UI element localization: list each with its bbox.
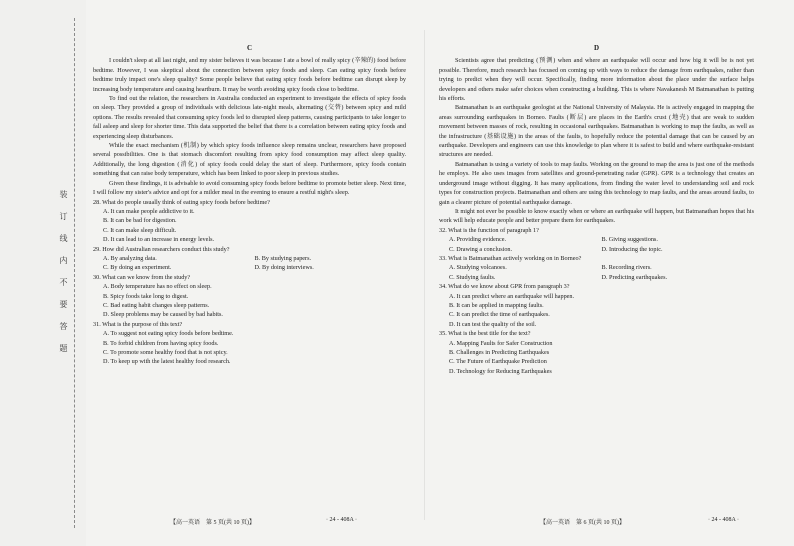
answer-option: C. It can make sleep difficult.	[103, 226, 177, 234]
right-page	[439, 44, 754, 376]
right-page-code: · 24 - 408A ·	[708, 517, 739, 523]
option-row	[439, 245, 754, 254]
answer-option: A. It can make people addictive to it.	[103, 207, 195, 215]
answer-option: B. By studying papers.	[254, 254, 312, 262]
passage-c-paragraph: I couldn't sleep at all last night, and my sister believes it was because I ate a bowl of really spicy (辛辣的) food before bedtime. However, I was skeptical about the connection between spicy foods and sleep. Can eating spicy foods before bedtime truly impact one's sleep quality? Some people believe that eating spicy foods before bedtime can disrupt sleep by increasing body temperature and causing heartburn. It may be worth avoiding spicy foods close to bedtime.	[93, 57, 406, 93]
passage-c-title: C	[246, 44, 253, 52]
answer-option: C. The Future of Earthquake Prediction	[449, 358, 547, 366]
option-row	[439, 263, 754, 272]
answer-option: C. It can predict the time of earthquakes.	[449, 311, 550, 319]
left-page-footer: 【高一英语 第 5 页(共 10 页)】	[170, 520, 255, 526]
answer-option: B. Spicy foods take long to digest.	[103, 292, 189, 300]
question-30	[93, 273, 406, 320]
answer-option: C. Drawing a conclusion.	[449, 245, 513, 253]
answer-option: A. Mapping Faults for Safer Construction	[449, 339, 553, 347]
question-31	[93, 320, 406, 367]
answer-option: D. Predicting earthquakes.	[601, 273, 668, 281]
option-row	[439, 273, 754, 282]
answer-option: B. It can be bad for digestion.	[103, 217, 177, 225]
passage-c-paragraph: To find out the relation, the researchers in Australia conducted an experiment to investigate the effects of spicy foods on sleep. They provided a group of individuals with delicious late-night meals, alternating (交替) between spicy and mild options. The results revealed that consuming spicy foods led to disrupted sleep patterns, causing participants to take longer to fall asleep and sleep for shorter time. This data supported the belief that there is a correlation between eating spicy foods and experiencing sleep disturbances.	[93, 95, 406, 140]
answer-option: D. It can test the quality of the soil.	[449, 320, 537, 328]
question-stem: 35. What is the best title for the text?	[439, 330, 531, 338]
left-page	[93, 44, 406, 367]
answer-option: C. Studying faults.	[449, 273, 496, 281]
answer-option: B. Challenges in Predicting Earthquakes	[449, 349, 550, 356]
binding-dashed-line	[74, 18, 75, 528]
question-stem: 34. What do we know about GPR from paragraph 3?	[439, 283, 570, 291]
question-29	[93, 245, 406, 273]
passage-d-title: D	[593, 44, 600, 52]
answer-option: B. Giving suggestions.	[601, 236, 658, 244]
passage-d-paragraph: Batmanathan is an earthquake geologist at the National University of Malaysia. He is actively engaged in mapping the areas surrounding earthquakes in Borneo. Faults (断层) are places in the Earth's crust (地壳) that are weak to sudden movement between masses of rock, resulting in occasional earthquakes. Batmanathan is working to map the faults, as well as the infrastructure (基础设施) in the areas of the faults, to hopefully reduce the potential damage that can be caused by an earthquake. Developers and engineers can use this knowledge to plan where it is safest to build and where earthquake-resistant structures are needed.	[439, 104, 754, 159]
answer-option: A. Studying volcanoes.	[449, 264, 507, 272]
question-stem: 29. How did Australian researchers conduct this study?	[93, 245, 230, 253]
question-33	[439, 254, 754, 282]
question-34	[439, 282, 754, 329]
answer-option: C. Bad eating habit changes sleep patterns.	[103, 301, 210, 309]
answer-option: A. Providing evidence.	[449, 236, 507, 244]
answer-option: D. Introducing the topic.	[601, 245, 663, 253]
question-stem: 32. What is the function of paragraph 1?	[439, 226, 539, 234]
answer-option: A. By analyzing data.	[103, 254, 157, 262]
question-32	[439, 226, 754, 254]
option-row	[439, 235, 754, 244]
answer-option: B. Recording rivers.	[601, 264, 652, 272]
option-row	[93, 263, 406, 272]
question-stem: 28. What do people usually think of eating spicy foods before bedtime?	[93, 198, 270, 206]
passage-d-paragraph: Scientists agree that predicting (预测) when and where an earthquake will occur and how big it will be is not yet possible. Therefore, much research has focused on coming up with ways to reduce the damage from earthquakes, rather than trying to predict when they will occur. Specifically, finding more information about the place under the surface helps developers and others make safer choices when constructing a building. This is where Navakanesh M Batmanathan is putting his efforts.	[439, 57, 754, 103]
answer-option: D. Sleep problems may be caused by bad habits.	[103, 311, 223, 319]
answer-option: B. To forbid children from having spicy foods.	[103, 339, 219, 347]
right-page-footer: 【高一英语 第 6 页(共 10 页)】	[540, 520, 625, 526]
answer-option: A. To suggest not eating spicy foods before bedtime.	[103, 330, 234, 338]
question-stem: 30. What can we know from the study?	[93, 273, 191, 281]
left-page-code: · 24 - 408A ·	[326, 517, 357, 523]
answer-option: C. By doing an experiment.	[103, 264, 172, 272]
question-stem: 31. What is the purpose of this text?	[93, 320, 183, 328]
answer-option: D. By doing interviews.	[254, 264, 314, 272]
answer-option: C. To promote some healthy food that is not spicy.	[103, 349, 228, 356]
question-stem: 33. What is Batmanathan actively working on in Borneo?	[439, 254, 582, 262]
option-row	[93, 254, 406, 263]
answer-option: A. Body temperature has no effect on sleep.	[103, 283, 212, 291]
question-28	[93, 198, 406, 245]
answer-option: A. It can predict where an earthquake will happen.	[449, 292, 575, 300]
answer-option: B. It can be applied in mapping faults.	[449, 301, 544, 309]
answer-option: D. Technology for Reducing Earthquakes	[449, 367, 552, 375]
question-35	[439, 329, 754, 376]
binding-margin	[0, 0, 86, 546]
answer-option: D. It can lead to an increase in energy levels.	[103, 236, 215, 244]
passage-c-paragraph: Given these findings, it is advisable to avoid consuming spicy foods before bedtime to promote better sleep. Next time, I will follow my sister's advice and opt for a milder meal in the evening to ensure a restful night's sleep.	[93, 179, 406, 197]
page-divider	[424, 30, 425, 520]
passage-d-paragraph: It might not ever be possible to know exactly when or where an earthquake will happen, but Batmanathan hopes that his work will help educate people and better prepare them for earthquakes.	[439, 207, 754, 225]
passage-d-paragraph: Batmanathan is using a variety of tools to map faults. Working on the ground to map the area is just one of the methods he employs. He also uses images from satellites and ground-penetrating radar (GPR). GPR is a technology that creates an underground image without digging. It has many applications, from finding the water level to understanding soil and rock types for construction projects. Batmanathan and others are using this technology to map faults, and the areas around faults, to gain a clearer picture of potential earthquake damage.	[439, 160, 754, 206]
passage-c-paragraph: While the exact mechanism (机制) by which spicy foods influence sleep remains unclear, researchers have proposed several possibilities. One is that stomach discomfort resulting from spicy food consumption may affect sleep quality. Additionally, the long digestion (消化) of spicy foods could delay the start of sleep. Furthermore, spicy foods contain something that can raise body temperature, which has been linked to poor sleep in previous studies.	[93, 142, 406, 178]
answer-option: D. To keep up with the latest healthy food research.	[103, 358, 231, 366]
binding-warning: 装订线内不要答题	[59, 190, 68, 366]
